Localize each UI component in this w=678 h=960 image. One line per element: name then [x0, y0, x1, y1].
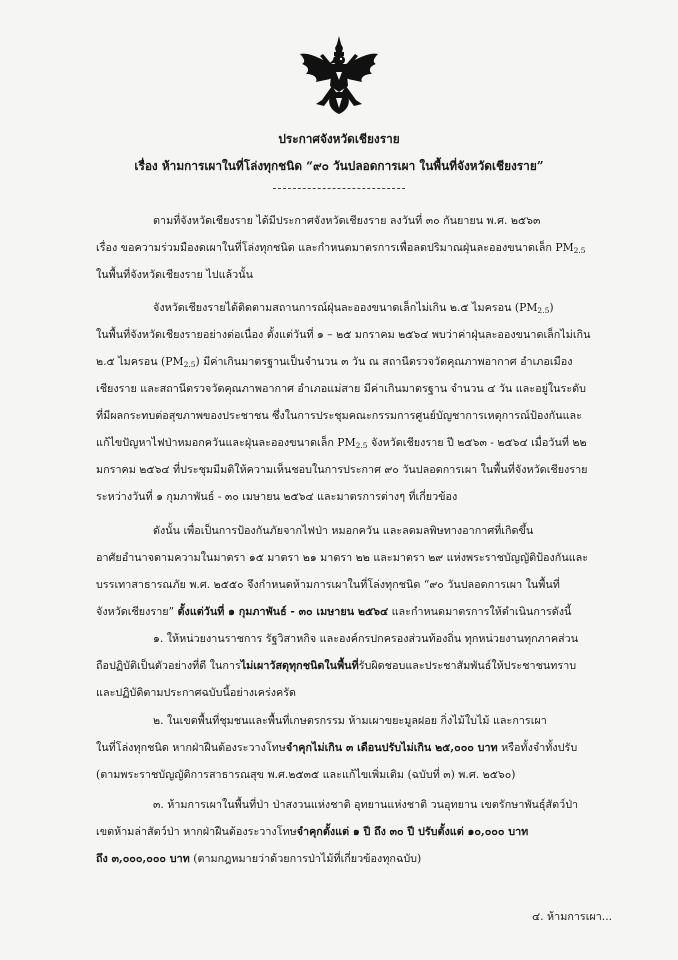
title-divider [273, 188, 405, 189]
paragraph-2-line-4: เชียงราย และสถานีตรวจวัดคุณภาพอากาศ อำเภอแม่สาย มีค่าเกินมาตรฐาน จำนวน ๔ วัน และอยู่ในระดับ [96, 382, 587, 395]
item-2-line-3: (ตามพระราชบัญญัติการสาธารณสุข พ.ศ.๒๕๓๕ และแก้ไขเพิ่มเติม (ฉบับที่ ๓) พ.ศ. ๒๕๖๐) [96, 768, 516, 781]
item-3-line-1: ๓. ห้ามการเผาในพื้นที่ป่า ป่าสงวนแห่งชาติ อุทยานแห่งชาติ วนอุทยาน เขตรักษาพันธุ์สัตว์ป่า [153, 798, 579, 811]
announcement-title: ประกาศจังหวัดเชียงราย [278, 132, 400, 146]
item-1-line-1: ๑. ให้หน่วยงานราชการ รัฐวิสาหกิจ และองค์กรปกครองส่วนท้องถิ่น ทุกหน่วยงานทุกภาคส่วน [153, 632, 579, 645]
item-3-line-2: เขตห้ามล่าสัตว์ป่า หากฝ่าฝืนต้องระวางโทษจำคุกตั้งแต่ ๑ ปี ถึง ๓๐ ปี ปรับตั้งแต่ ๑๐,๐๐๐ บาท [96, 825, 529, 838]
paragraph-1-line-2: เรื่อง ขอความร่วมมืองดเผาในที่โล่งทุกชนิด และกำหนดมาตรการเพื่อลดปริมาณฝุ่นละอองขนาดเล็ก $PM_{2.5}$ [96, 241, 586, 255]
paragraph-2-line-7: มกราคม ๒๕๖๔ ที่ประชุมมีมติให้ความเห็นชอบในการประกาศ ๙๐ วันปลอดการเผา ในพื้นที่จังหวัดเชียงราย [96, 463, 588, 476]
paragraph-2-line-8: ระหว่างวันที่ ๑ กุมภาพันธ์ - ๓๐ เมษายน ๒๕๖๔ และมาตรการต่างๆ ที่เกี่ยวข้อง [96, 490, 458, 503]
announcement-subject: เรื่อง ห้ามการเผาในที่โล่งทุกชนิด “๙๐ วันปลอดการเผา ในพื้นที่จังหวัดเชียงราย” [134, 159, 544, 173]
paragraph-2-line-5: ที่มีผลกระทบต่อสุขภาพของประชาชน ซึ่งในการประชุมคณะกรรมการศูนย์บัญชาการเหตุการณ์ป้องกันและ [96, 409, 582, 422]
paragraph-2-line-2: ในพื้นที่จังหวัดเชียงรายอย่างต่อเนื่อง ตั้งแต่วันที่ ๑ – ๒๕ มกราคม ๒๕๖๔ พบว่าค่าฝุ่นละอองขนาดเล็กไม่เกิน [96, 328, 591, 341]
continuation-marker: ๔. ห้ามการเผา... [532, 910, 613, 923]
paragraph-3-line-2: อาศัยอำนาจตามความในมาตรา ๑๕ มาตรา ๒๑ มาตรา ๒๒ และมาตรา ๒๙ แห่งพระราชบัญญัติป้องกันและ [96, 551, 589, 564]
paragraph-2-line-1: จังหวัดเชียงรายได้ติดตามสถานการณ์ฝุ่นละอองขนาดเล็กไม่เกิน ๒.๕ ไมครอน $(PM_{2.5})$ [153, 301, 554, 315]
item-3-line-3: ถึง ๓,๐๐๐,๐๐๐ บาท (ตามกฎหมายว่าด้วยการป่าไม้ที่เกี่ยวข้องทุกฉบับ) [96, 852, 422, 865]
item-1-line-3: และปฏิบัติตามประกาศฉบับนี้อย่างเคร่งครัด [96, 686, 297, 699]
item-2-line-1: ๒. ในเขตพื้นที่ชุมชนและพื้นที่เกษตรกรรม ห้ามเผาขยะมูลฝอย กิ่งไม้ใบไม้ และการเผา [153, 714, 547, 727]
paragraph-3-line-3: บรรเทาสาธารณภัย พ.ศ. ๒๕๕๐ จึงกำหนดห้ามการเผาในที่โล่งทุกชนิด “๙๐ วันปลอดการเผา ในพื้นที่ [96, 578, 560, 591]
garuda-emblem-icon [296, 34, 382, 116]
paragraph-3-line-1: ดังนั้น เพื่อเป็นการป้องกันภัยจากไฟป่า หมอกควัน และลดมลพิษทางอากาศที่เกิดขึ้น [153, 524, 534, 537]
paragraph-2-line-6: แก้ไขปัญหาไฟป่าหมอกควันและฝุ่นละอองขนาดเล็ก $PM_{2.5}$ จังหวัดเชียงราย ปี ๒๕๖๓ - ๒๕๖๔ เมื่อวันที่ ๒๒ [96, 436, 587, 450]
paragraph-2-line-3: ๒.๕ ไมครอน $(PM_{2.5})$ มีค่าเกินมาตรฐานเป็นจำนวน ๓ วัน ณ สถานีตรวจวัดคุณภาพอากาศ อำเภอเมือง [96, 355, 573, 369]
paragraph-1-line-3: ในพื้นที่จังหวัดเชียงราย ไปแล้วนั้น [96, 268, 253, 281]
item-2-line-2: ในที่โล่งทุกชนิด หากฝ่าฝืนต้องระวางโทษจำคุกไม่เกิน ๓ เดือนปรับไม่เกิน ๒๕,๐๐๐ บาท หรือทั้งจำทั้งปรับ [96, 741, 578, 754]
paragraph-1-line-1: ตามที่จังหวัดเชียงราย ได้มีประกาศจังหวัดเชียงราย ลงวันที่ ๓๐ กันยายน พ.ศ. ๒๕๖๓ [153, 214, 541, 227]
item-1-line-2: ถือปฏิบัติเป็นตัวอย่างที่ดี ในการไม่เผาวัสดุทุกชนิดในพื้นที่รับผิดชอบและประชาสัมพันธ์ให้ประชาชนทราบ [96, 659, 577, 672]
paragraph-3-line-4: จังหวัดเชียงราย” ตั้งแต่วันที่ ๑ กุมภาพันธ์ - ๓๐ เมษายน ๒๕๖๔ และกำหนดมาตรการให้ดำเนินการดังนี้ [96, 605, 572, 618]
